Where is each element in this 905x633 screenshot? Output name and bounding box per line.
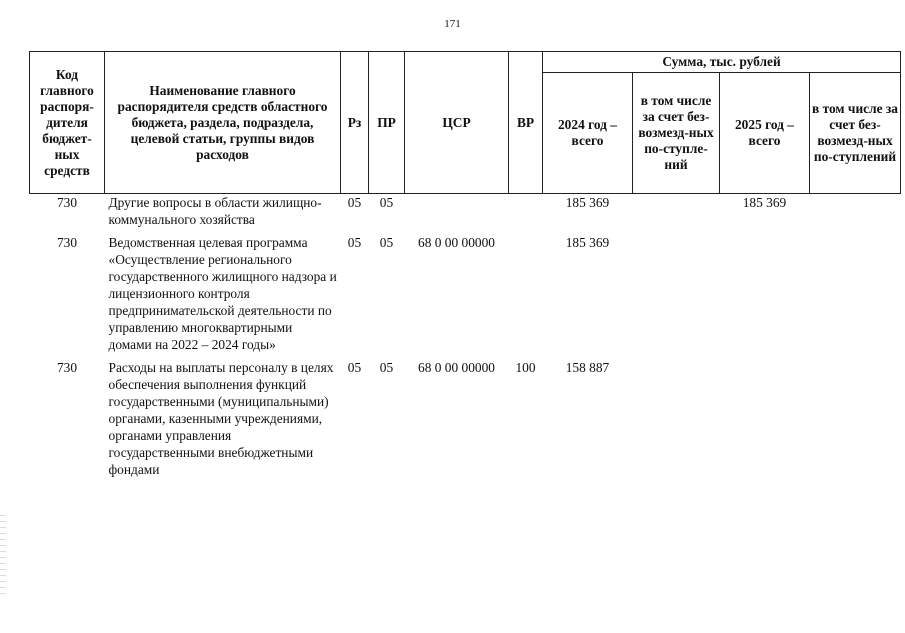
header-code: Код главного распоря-дителя бюджет-ных средств <box>30 52 105 194</box>
cell-2025-total: 185 369 <box>742 195 787 210</box>
cell-rz: 05 <box>347 360 362 375</box>
header-rz: Рз <box>341 52 369 194</box>
cell-2024-free <box>633 194 720 229</box>
header-name: Наименование главного распорядителя средств областного бюджета, раздела, подраздела, целевой статьи, группы видов расходов <box>105 52 341 194</box>
header-2024-total: 2024 год – всего <box>543 73 633 194</box>
cell-rz: 05 <box>347 195 362 210</box>
header-vr: ВР <box>509 52 543 194</box>
cell-pr: 05 <box>379 235 394 250</box>
header-2024-free: в том числе за счет без-возмезд-ных по-ступле-ний <box>633 73 720 194</box>
cell-2024-total: 158 887 <box>565 360 610 375</box>
cell-2024-free <box>633 234 720 353</box>
header-2025-total: 2025 год – всего <box>720 73 810 194</box>
cell-2024-total: 185 369 <box>565 195 610 210</box>
cell-name: Другие вопросы в области жилищно-коммунального хозяйства <box>108 195 322 227</box>
cell-2024-total: 185 369 <box>565 235 610 250</box>
cell-rz: 05 <box>347 235 362 250</box>
page-number: 171 <box>444 18 461 30</box>
cell-2024-free <box>633 359 720 478</box>
table-row <box>30 359 901 478</box>
cell-2025-total <box>720 234 810 353</box>
cell-code: 730 <box>56 195 78 210</box>
cell-csr <box>405 194 509 229</box>
cell-2025-free <box>810 359 901 478</box>
header-csr: ЦСР <box>405 52 509 194</box>
cell-csr: 68 0 00 00000 <box>418 235 495 250</box>
cell-pr: 05 <box>379 360 394 375</box>
cell-code: 730 <box>56 235 78 250</box>
header-2025-free: в том числе за счет без-возмезд-ных по-ступлений <box>810 73 901 194</box>
cell-code: 730 <box>56 360 78 375</box>
table-row <box>30 194 901 229</box>
cell-2025-free <box>810 194 901 229</box>
cell-2025-free <box>810 234 901 353</box>
header-sum-group: Сумма, тыс. рублей <box>543 52 901 73</box>
cell-name: Ведомственная целевая программа «Осуществление регионального государственного жилищного надзора и лицензионного контроля предпринимательской деятельности по управлению многоквартирными домами на 2022 – 2024 годы» <box>108 235 337 352</box>
cell-vr: 100 <box>515 360 536 375</box>
budget-table <box>29 51 901 478</box>
cell-csr: 68 0 00 00000 <box>418 360 495 375</box>
cell-2025-total <box>720 359 810 478</box>
scan-edge-noise <box>0 515 6 595</box>
cell-pr: 05 <box>379 195 394 210</box>
header-pr: ПР <box>369 52 405 194</box>
table-row <box>30 234 901 353</box>
cell-name: Расходы на выплаты персоналу в целях обеспечения выполнения функций государственными (муниципальными) органами, казенными учреждениями, органами управления государственными внебюджетными фондами <box>108 360 334 477</box>
cell-vr <box>509 234 543 353</box>
cell-vr <box>509 194 543 229</box>
